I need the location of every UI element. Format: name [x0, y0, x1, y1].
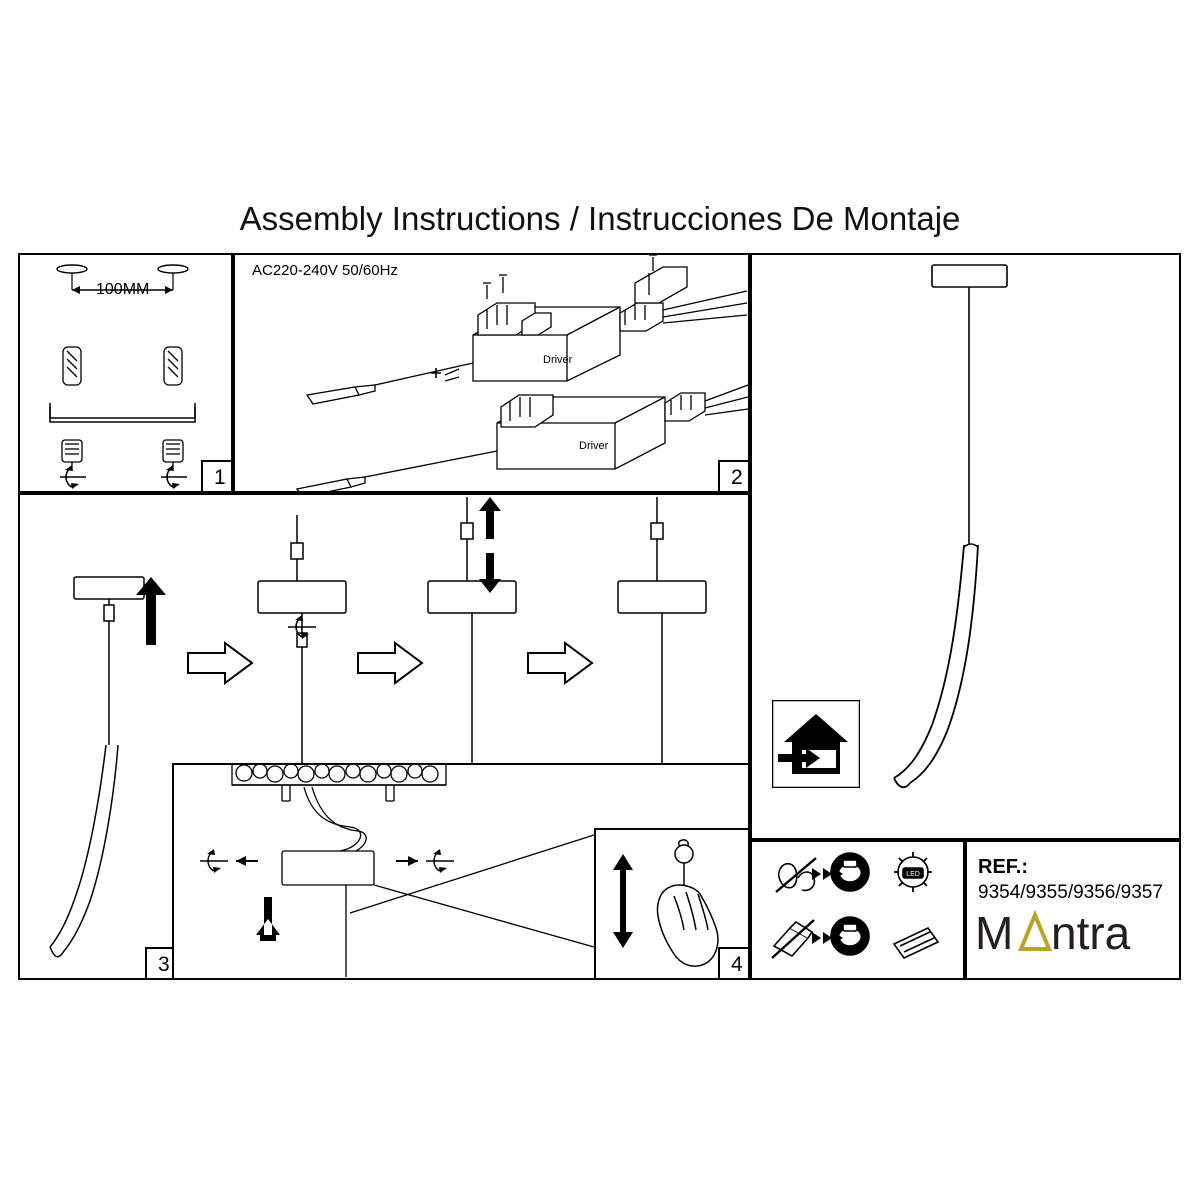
reference-codes: 9354/9355/9356/9357 [978, 882, 1163, 903]
brand-prefix: M [975, 907, 1014, 959]
step-number-3: 3 [158, 953, 170, 976]
care-icons-drawing [752, 842, 963, 978]
brand-logo [975, 905, 1170, 965]
step-number-1: 1 [214, 466, 226, 489]
svg-text:LED: LED [906, 871, 920, 878]
page-title: Assembly Instructions / Instrucciones De Montaje [239, 200, 961, 237]
spacing-label: 100MM [96, 281, 150, 298]
step2-drawing [235, 255, 748, 491]
brand-suffix: ntra [1051, 907, 1131, 959]
reference-label: REF.: [978, 856, 1028, 878]
svg-text:Driver: Driver [579, 440, 609, 452]
house-with-arrow-icon [772, 700, 860, 788]
voltage-label: AC220-240V 50/60Hz [252, 262, 398, 279]
svg-text:Driver: Driver [543, 354, 573, 366]
step-number-2: 2 [731, 466, 743, 489]
step-number-4: 4 [731, 953, 743, 976]
